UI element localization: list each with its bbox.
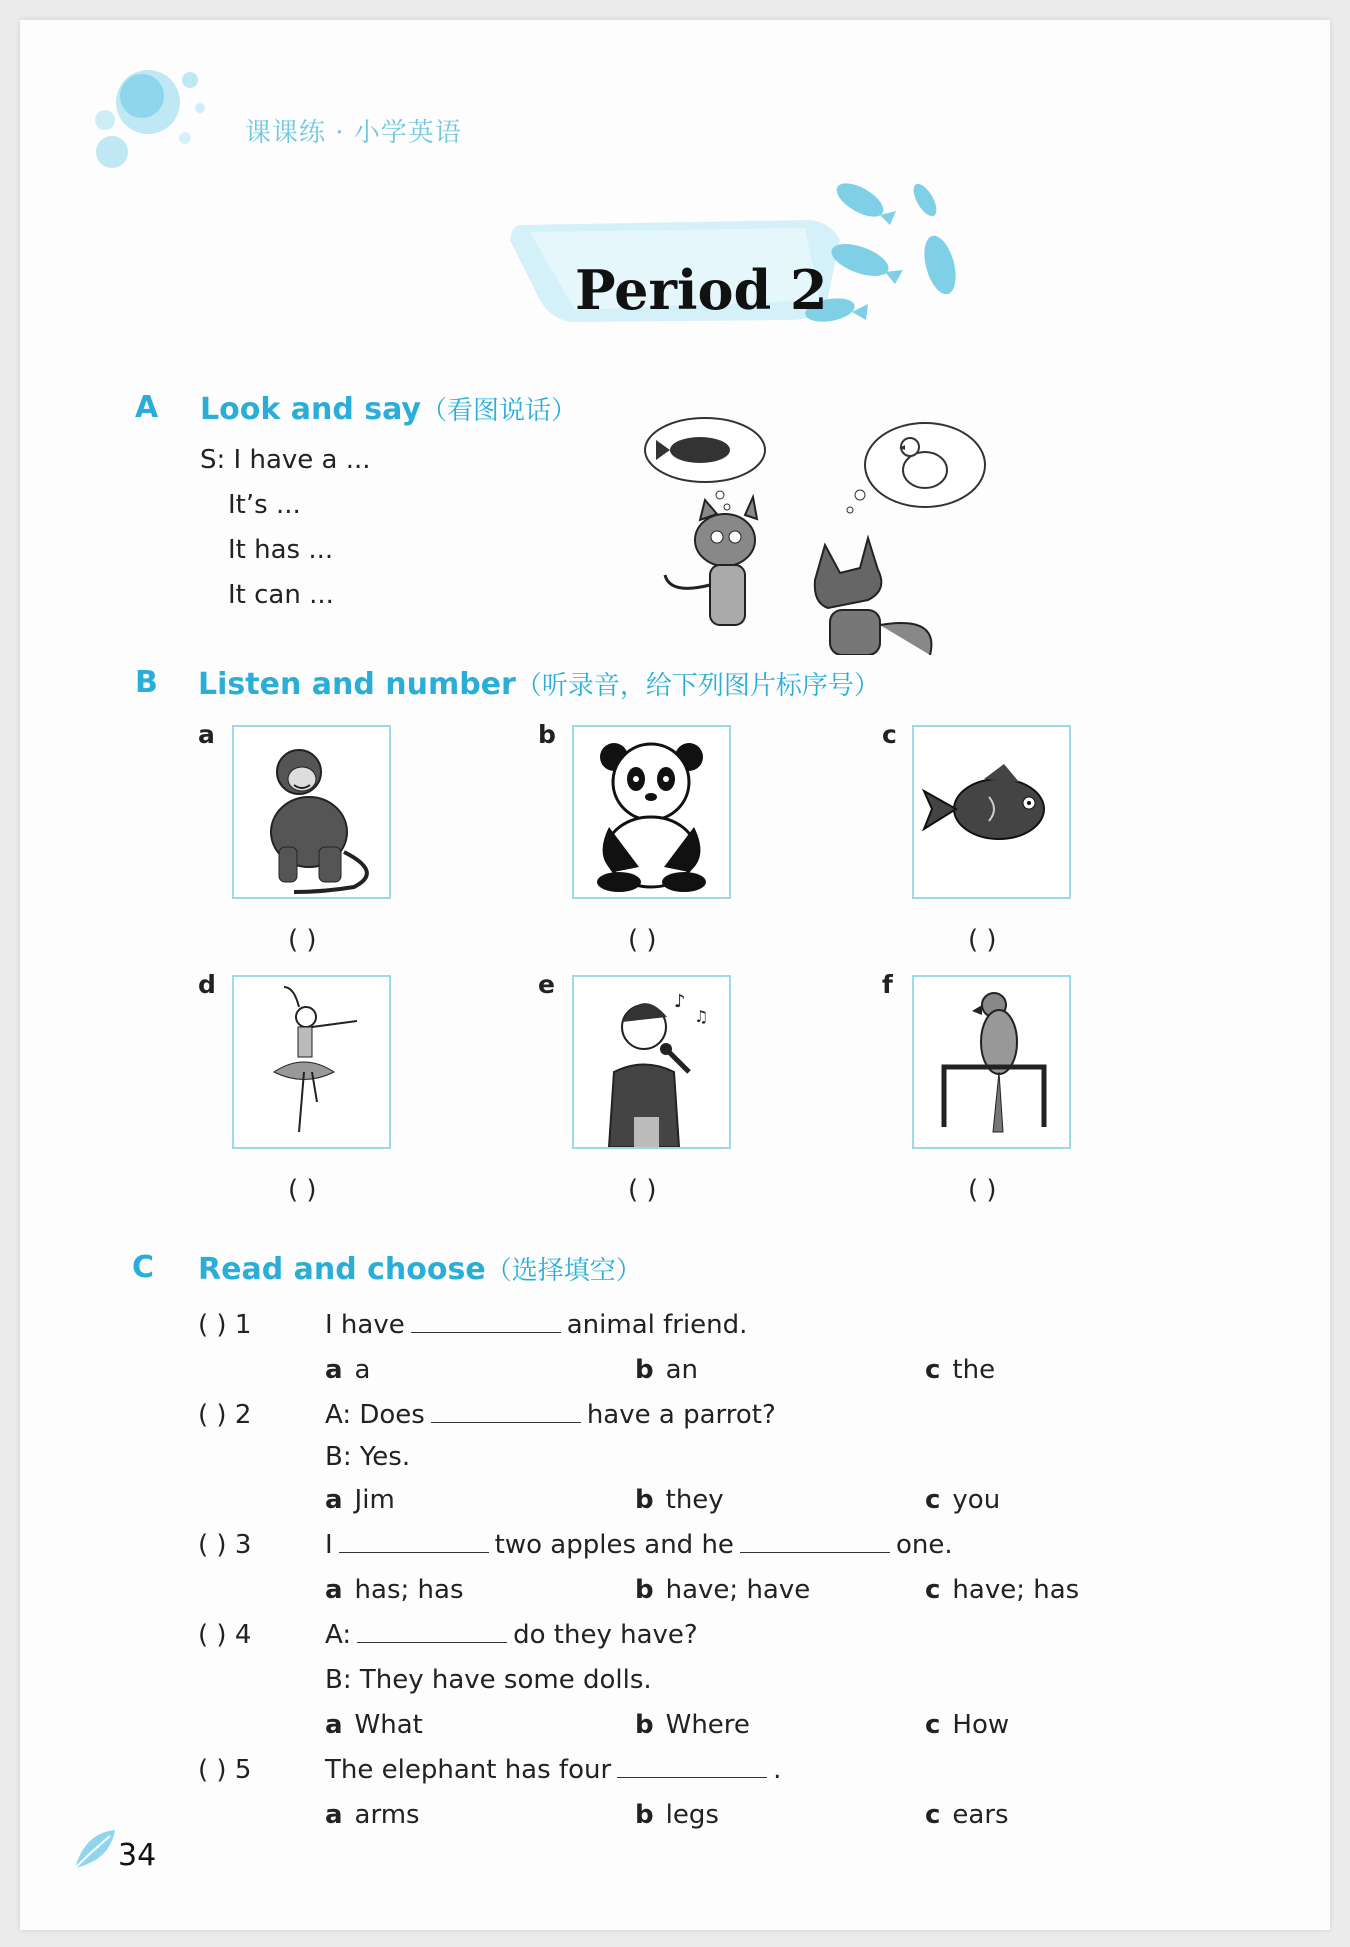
answer-blank[interactable]	[411, 1310, 561, 1333]
answer-paren-c: ( )	[968, 925, 997, 955]
singer-icon	[574, 977, 729, 1147]
answer-paren-e: ( )	[628, 1175, 657, 1205]
q3-stem-part: two apples and he	[494, 1530, 734, 1560]
option-text: a	[354, 1355, 371, 1385]
q5-option-a[interactable]	[325, 1800, 420, 1830]
option-text: legs	[665, 1800, 719, 1830]
option-letter: c	[925, 1800, 941, 1830]
q3-stem-part: I	[325, 1530, 333, 1560]
question-1-stem	[325, 1310, 747, 1340]
answer-paren-d: ( )	[288, 1175, 317, 1205]
q1-stem-part: I have	[325, 1310, 405, 1340]
section-a-title-en: Look and say	[200, 392, 421, 427]
q1-option-a[interactable]	[325, 1355, 370, 1385]
q1-option-b[interactable]	[635, 1355, 698, 1385]
section-c-title-en: Read and choose	[198, 1252, 486, 1287]
question-5-number: ( ) 5	[198, 1755, 252, 1785]
q3-option-c[interactable]	[925, 1575, 1079, 1605]
panda-icon	[574, 727, 729, 897]
section-a-title	[200, 390, 577, 427]
option-text: arms	[354, 1800, 420, 1830]
option-text: Jim	[354, 1485, 395, 1515]
bubbles-decoration-icon	[90, 60, 220, 180]
look-say-line-2: It’s ...	[228, 490, 301, 520]
question-5-stem	[325, 1755, 781, 1785]
question-4-response: B: They have some dolls.	[325, 1665, 652, 1695]
question-1-number: ( ) 1	[198, 1310, 252, 1340]
q4-option-b[interactable]	[635, 1710, 750, 1740]
option-letter: b	[635, 1710, 654, 1740]
picture-label-e: e	[538, 970, 555, 999]
answer-paren-a: ( )	[288, 925, 317, 955]
answer-blank[interactable]	[339, 1530, 489, 1553]
picture-c-frame	[912, 725, 1071, 899]
option-text: Where	[665, 1710, 750, 1740]
picture-label-a: a	[198, 720, 215, 749]
answer-paren-f: ( )	[968, 1175, 997, 1205]
book-series-title: 课课练 · 小学英语	[245, 118, 462, 148]
q2-option-b[interactable]	[635, 1485, 724, 1515]
q3-stem-part: one.	[895, 1530, 953, 1560]
section-b-letter: B	[135, 665, 158, 700]
option-text: What	[354, 1710, 423, 1740]
page-title: Period 2	[575, 258, 828, 322]
q2-stem-part: have a parrot?	[586, 1400, 776, 1430]
q2-option-c[interactable]	[925, 1485, 1000, 1515]
q1-stem-part: animal friend.	[566, 1310, 748, 1340]
question-2-number: ( ) 2	[198, 1400, 252, 1430]
parrot-icon	[914, 977, 1069, 1147]
option-letter: c	[925, 1710, 941, 1740]
picture-d-frame	[232, 975, 391, 1149]
section-c-title	[198, 1250, 642, 1287]
option-text: have; has	[952, 1575, 1080, 1605]
picture-label-d: d	[198, 970, 216, 999]
look-say-line-3: It has ...	[228, 535, 334, 565]
q4-option-c[interactable]	[925, 1710, 1009, 1740]
option-letter: c	[925, 1575, 941, 1605]
dancer-icon	[234, 977, 389, 1147]
section-a-title-cn: （看图说话）	[421, 396, 578, 426]
q1-option-c[interactable]	[925, 1355, 995, 1385]
q4-stem-part: do they have?	[513, 1620, 698, 1650]
picture-f-frame	[912, 975, 1071, 1149]
monkey-icon	[234, 727, 389, 897]
option-text: you	[952, 1485, 1001, 1515]
q5-option-b[interactable]	[635, 1800, 719, 1830]
q5-stem-part: The elephant has four	[325, 1755, 612, 1785]
answer-paren-b: ( )	[628, 925, 657, 955]
q2-option-a[interactable]	[325, 1485, 395, 1515]
look-say-line-4: It can ...	[228, 580, 334, 610]
option-letter: a	[325, 1355, 343, 1385]
section-b-title-cn: （听录音，给下列图片标序号）	[515, 671, 880, 701]
picture-label-c: c	[882, 720, 897, 749]
question-4-number: ( ) 4	[198, 1620, 252, 1650]
section-b-title-en: Listen and number	[198, 667, 516, 702]
question-3-number: ( ) 3	[198, 1530, 252, 1560]
question-4-stem	[325, 1620, 698, 1650]
option-letter: a	[325, 1485, 343, 1515]
picture-e-frame	[572, 975, 731, 1149]
svg-text:♪: ♪	[674, 991, 686, 1012]
option-text: they	[665, 1485, 724, 1515]
picture-a-frame	[232, 725, 391, 899]
q3-option-a[interactable]	[325, 1575, 464, 1605]
picture-label-b: b	[538, 720, 556, 749]
option-letter: c	[925, 1355, 941, 1385]
q5-option-c[interactable]	[925, 1800, 1009, 1830]
option-text: have; have	[665, 1575, 811, 1605]
section-c-title-cn: （选择填空）	[485, 1256, 642, 1286]
fish-icon	[914, 727, 1069, 897]
option-letter: a	[325, 1710, 343, 1740]
picture-label-f: f	[882, 970, 893, 999]
option-text: ears	[952, 1800, 1009, 1830]
option-letter: b	[635, 1575, 654, 1605]
q3-option-b[interactable]	[635, 1575, 810, 1605]
picture-b-frame	[572, 725, 731, 899]
option-text: has; has	[354, 1575, 464, 1605]
cat-and-fox-illustration-icon	[635, 415, 1005, 655]
question-2-stem	[325, 1400, 776, 1430]
page-number: 34	[118, 1838, 157, 1873]
q5-stem-part: .	[773, 1755, 782, 1785]
option-letter: c	[925, 1485, 941, 1515]
option-text: an	[665, 1355, 699, 1385]
option-letter: a	[325, 1575, 343, 1605]
q2-stem-part: A: Does	[325, 1400, 425, 1430]
workbook-page	[20, 20, 1330, 1930]
answer-blank[interactable]	[617, 1755, 767, 1778]
look-say-line-1: S: I have a ...	[200, 445, 371, 475]
option-text: the	[952, 1355, 996, 1385]
question-2-response: B: Yes.	[325, 1442, 411, 1472]
section-c-letter: C	[132, 1250, 155, 1285]
q4-stem-part: A:	[325, 1620, 352, 1650]
option-letter: b	[635, 1485, 654, 1515]
leaf-decoration-icon	[70, 1828, 120, 1873]
option-letter: b	[635, 1800, 654, 1830]
answer-blank[interactable]	[740, 1530, 890, 1553]
section-a-letter: A	[135, 390, 159, 425]
option-letter: a	[325, 1800, 343, 1830]
answer-blank[interactable]	[431, 1400, 581, 1423]
question-3-stem	[325, 1530, 953, 1560]
option-letter: b	[635, 1355, 654, 1385]
q4-option-a[interactable]	[325, 1710, 423, 1740]
option-text: How	[952, 1710, 1010, 1740]
svg-text:♫: ♫	[694, 1007, 709, 1026]
section-b-title	[198, 665, 880, 702]
answer-blank[interactable]	[357, 1620, 507, 1643]
